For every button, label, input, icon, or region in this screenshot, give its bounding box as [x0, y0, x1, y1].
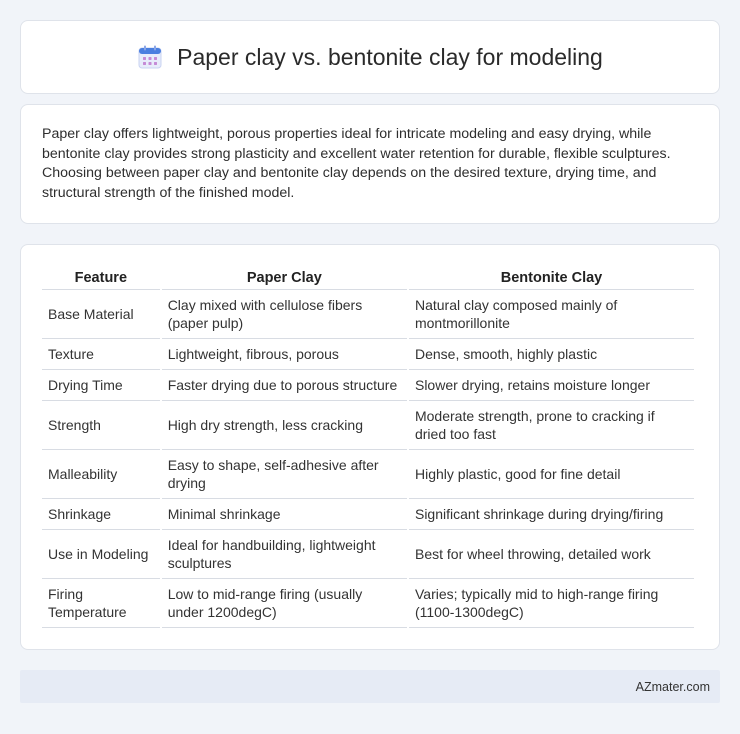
paper-clay-cell: Minimal shrinkage — [162, 499, 407, 530]
comparison-card — [20, 244, 720, 650]
bentonite-clay-cell: Dense, smooth, highly plastic — [409, 339, 694, 370]
feature-cell: Use in Modeling — [42, 530, 160, 579]
table-row — [42, 499, 694, 530]
table-row — [42, 579, 694, 628]
title-card — [20, 20, 720, 94]
paper-clay-cell: Lightweight, fibrous, porous — [162, 339, 407, 370]
column-header-feature: Feature — [42, 265, 160, 290]
bentonite-clay-cell: Highly plastic, good for fine detail — [409, 450, 694, 499]
bentonite-clay-cell: Slower drying, retains moisture longer — [409, 370, 694, 401]
bentonite-clay-cell: Natural clay composed mainly of montmorillonite — [409, 290, 694, 339]
comparison-table — [40, 265, 696, 628]
feature-cell: Malleability — [42, 450, 160, 499]
footer-brand: AZmater.com — [635, 679, 710, 694]
table-row — [42, 370, 694, 401]
bentonite-clay-cell: Varies; typically mid to high-range firing (1100-1300degC) — [409, 579, 694, 628]
feature-cell: Firing Temperature — [42, 579, 160, 628]
paper-clay-cell: Clay mixed with cellulose fibers (paper pulp) — [162, 290, 407, 339]
paper-clay-cell: Faster drying due to porous structure — [162, 370, 407, 401]
table-row — [42, 450, 694, 499]
table-row — [42, 290, 694, 339]
feature-cell: Texture — [42, 339, 160, 370]
page-title: Paper clay vs. bentonite clay for modeling — [177, 43, 603, 70]
feature-cell: Strength — [42, 401, 160, 450]
column-header-paper-clay: Paper Clay — [162, 265, 407, 290]
intro-paragraph: Paper clay offers lightweight, porous properties ideal for intricate modeling and easy drying, while bentonite clay provides strong plasticity and excellent water retention for durable, flexible sculptures. Choosing between paper clay and bentonite clay depends on the desired texture, drying time, and structural strength of the finished model. — [42, 126, 671, 201]
calendar-icon — [137, 44, 163, 70]
intro-card — [20, 104, 720, 224]
bentonite-clay-cell: Significant shrinkage during drying/firing — [409, 499, 694, 530]
column-header-bentonite-clay: Bentonite Clay — [409, 265, 694, 290]
table-row — [42, 339, 694, 370]
bentonite-clay-cell: Best for wheel throwing, detailed work — [409, 530, 694, 579]
feature-cell: Base Material — [42, 290, 160, 339]
feature-cell: Shrinkage — [42, 499, 160, 530]
paper-clay-cell: Easy to shape, self-adhesive after drying — [162, 450, 407, 499]
feature-cell: Drying Time — [42, 370, 160, 401]
bentonite-clay-cell: Moderate strength, prone to cracking if dried too fast — [409, 401, 694, 450]
table-row — [42, 401, 694, 450]
paper-clay-cell: Ideal for handbuilding, lightweight sculptures — [162, 530, 407, 579]
table-header-row — [42, 265, 694, 290]
table-row — [42, 530, 694, 579]
paper-clay-cell: Low to mid-range firing (usually under 1200degC) — [162, 579, 407, 628]
paper-clay-cell: High dry strength, less cracking — [162, 401, 407, 450]
footer-bar — [20, 670, 720, 703]
